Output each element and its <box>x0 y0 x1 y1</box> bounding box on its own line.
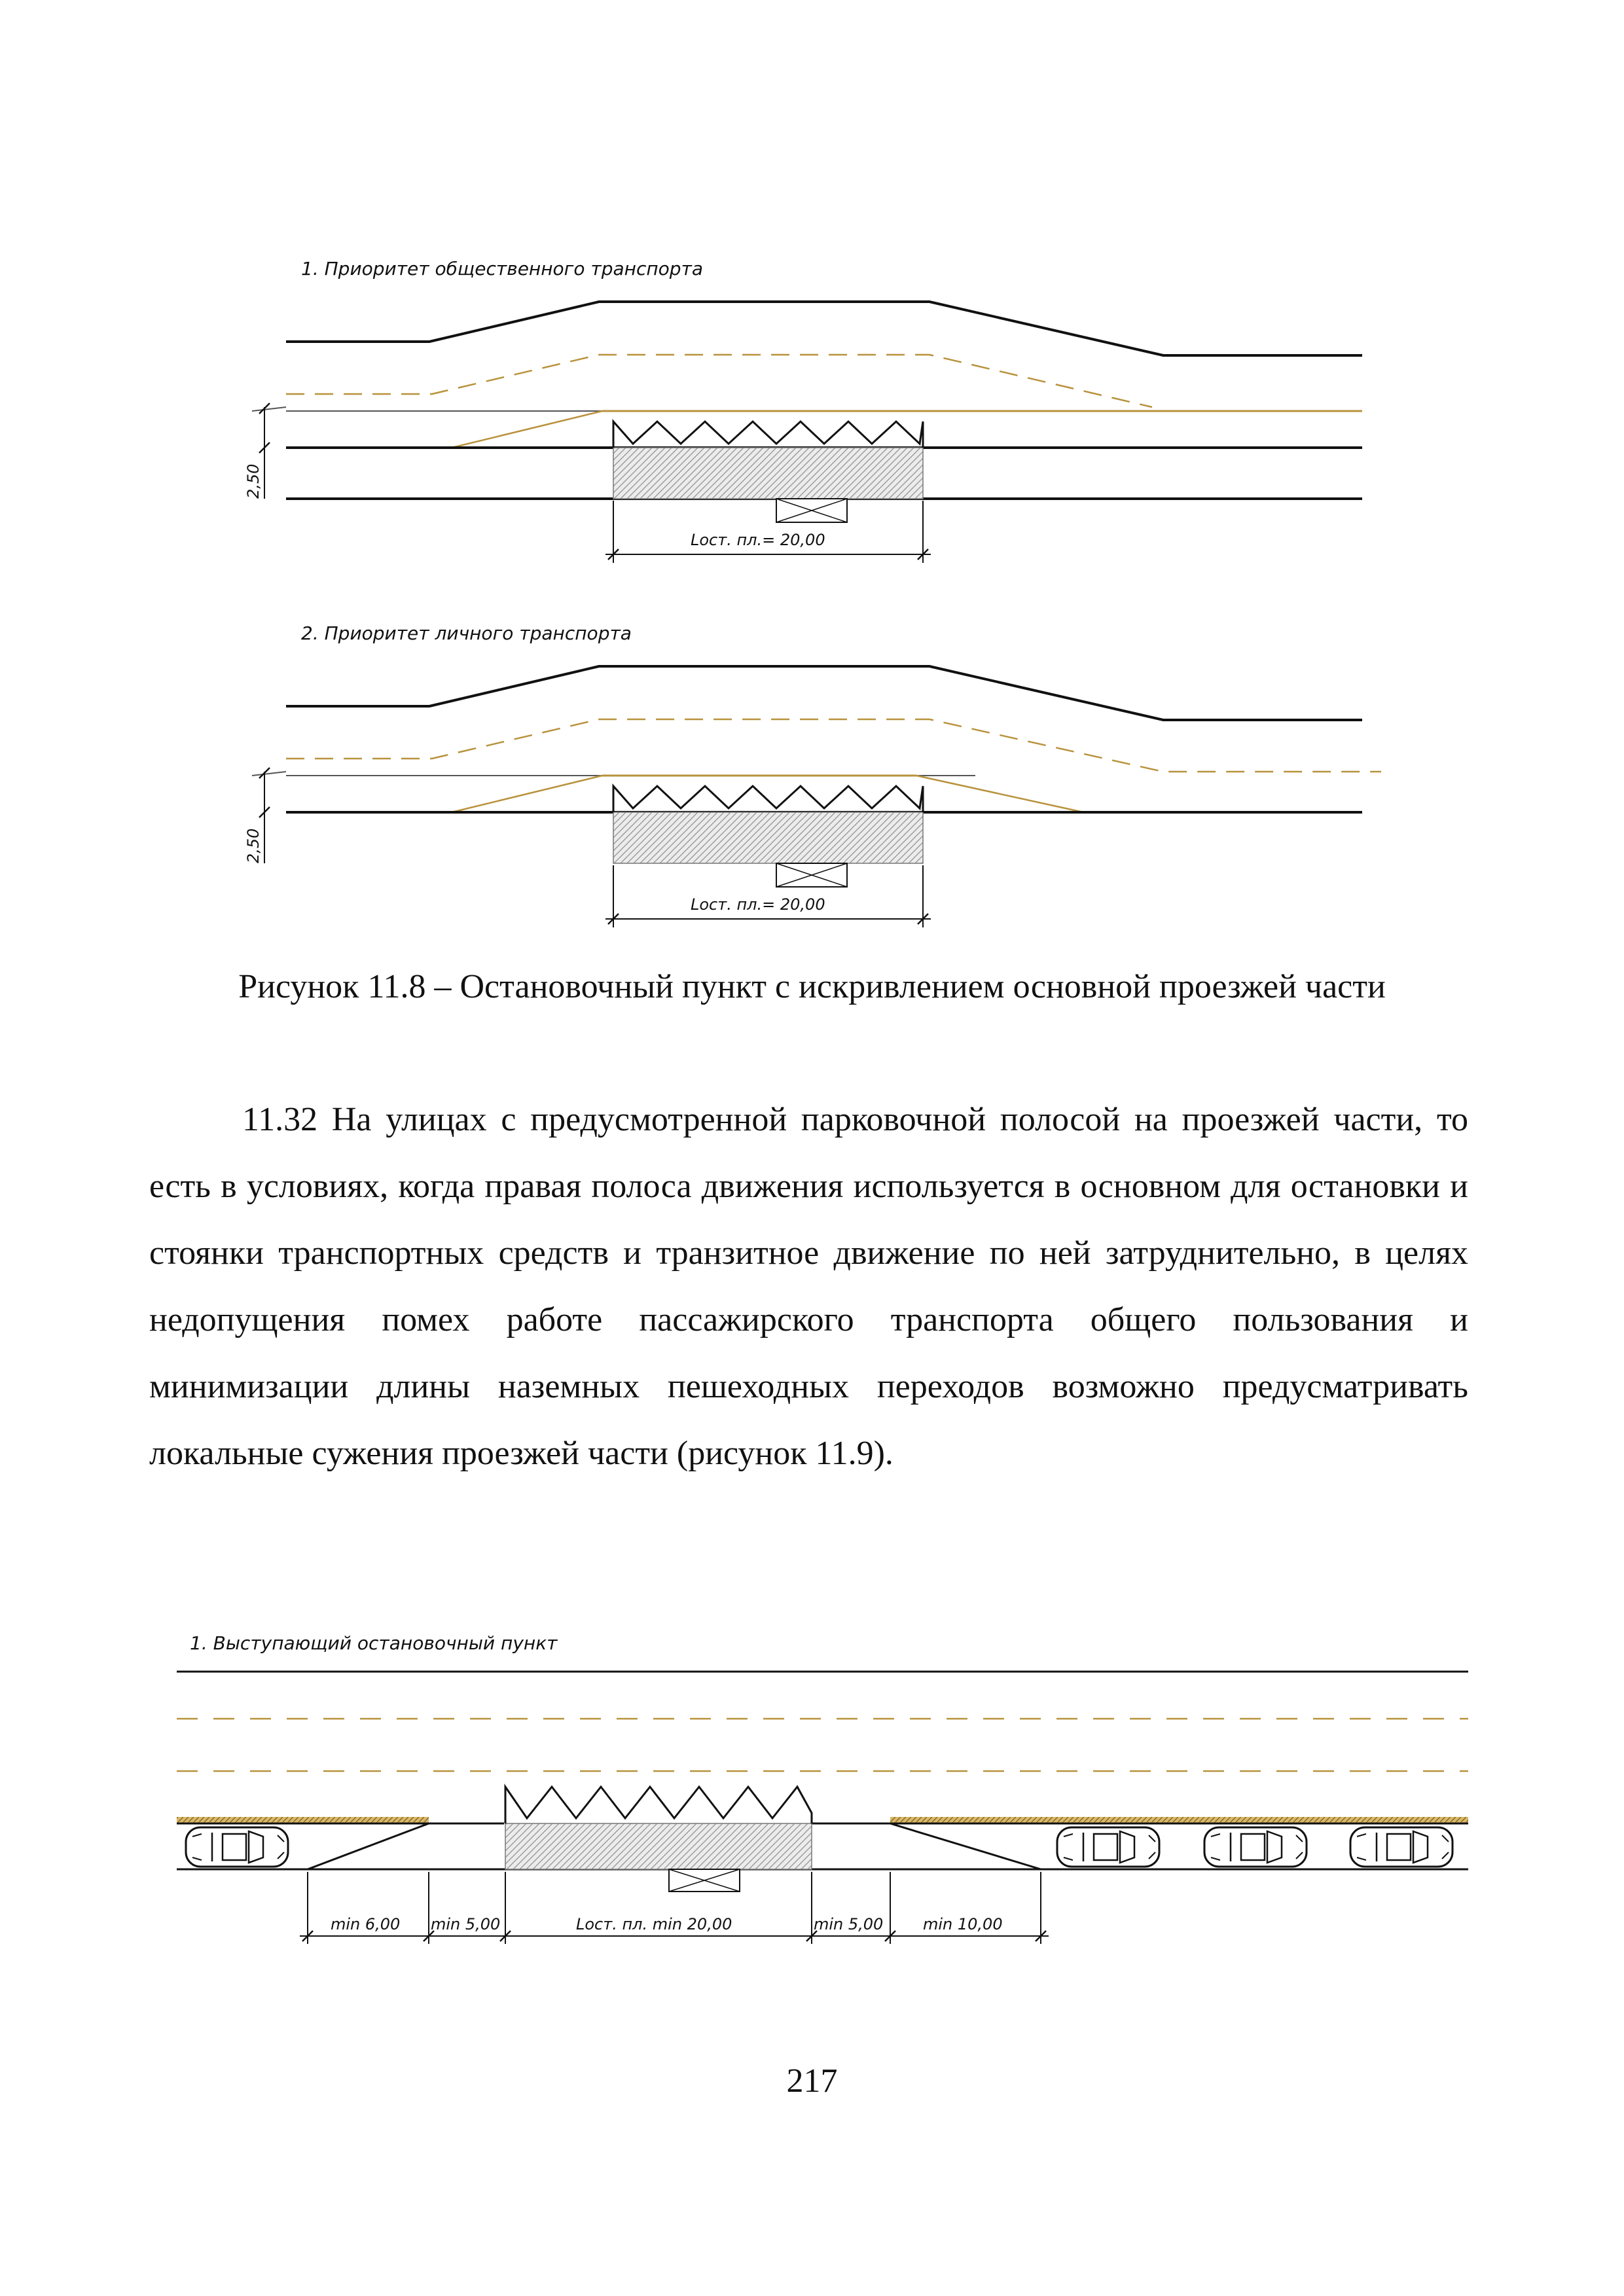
approach-taper <box>452 411 602 448</box>
parked-car-icon <box>1057 1827 1159 1867</box>
bus-stop-sign-icon <box>776 499 847 522</box>
shelter-canopy-zigzag <box>613 786 923 812</box>
scheme1-title: 1. Приоритет общественного транспорта <box>301 258 704 279</box>
stop-platform <box>505 1823 812 1869</box>
outer-curb-line <box>286 302 1362 355</box>
figure-11-8 <box>0 236 1624 956</box>
lane-width-label: 2,50 <box>244 463 262 499</box>
stop-length-label: Lост. пл.= 20,00 <box>691 895 825 914</box>
parked-car-icon <box>1204 1827 1307 1867</box>
scheme-public-transport-priority <box>244 258 1362 563</box>
dim-min-5-right: min 5,00 <box>814 1915 884 1933</box>
dim-min-6: min 6,00 <box>331 1915 401 1933</box>
lane-width-label: 2,50 <box>244 828 262 863</box>
figure-11-9 <box>0 1623 1624 1990</box>
bus-stop-sign-icon <box>669 1869 740 1892</box>
outer-curb-line <box>286 666 1362 720</box>
shelter-canopy-zigzag <box>613 422 923 448</box>
stop-platform <box>613 812 923 863</box>
stop-length-label: Lост. пл.= 20,00 <box>691 531 825 549</box>
parked-car-icon <box>186 1827 288 1867</box>
page-number: 217 <box>786 2062 838 2100</box>
bulbout-taper-right <box>890 1823 1041 1869</box>
paragraph-11-32: 11.32 На улицах с предусмотренной парковочной полосой на проезжей части, то есть в условиях, когда правая полоса движения используется в основном для остановки и стоянки транспортных средств и транзитное движение по ней затруднительно, в целях недопущения помех работе пассажирского транспорта общего пользования и минимизации длины наземных пешеходных переходов возможно предусматривать локальные сужения проезжей части (рисунок 11.9). <box>149 1101 1468 1472</box>
shelter-canopy-zigzag <box>505 1787 812 1823</box>
dim-min-5-left: min 5,00 <box>431 1915 501 1933</box>
lane-marking-dashed <box>286 355 1152 407</box>
scheme-private-transport-priority <box>244 622 1381 927</box>
lane-marking-dashed <box>286 719 1381 772</box>
bulbout-taper-left <box>308 1823 429 1869</box>
bus-stop-sign-icon <box>776 863 847 887</box>
stop-bay-edge <box>252 407 602 411</box>
figure-caption: Рисунок 11.8 – Остановочный пункт с искривлением основной проезжей части <box>238 968 1386 1005</box>
scheme-title: 1. Выступающий остановочный пункт <box>190 1632 558 1654</box>
stop-platform <box>613 448 923 499</box>
dim-min-10: min 10,00 <box>923 1915 1003 1933</box>
dim-stop-length: Lост. пл. min 20,00 <box>576 1915 732 1933</box>
approach-taper <box>452 776 1083 812</box>
parked-car-icon <box>1350 1827 1453 1867</box>
scheme2-title: 2. Приоритет личного транспорта <box>301 622 632 644</box>
